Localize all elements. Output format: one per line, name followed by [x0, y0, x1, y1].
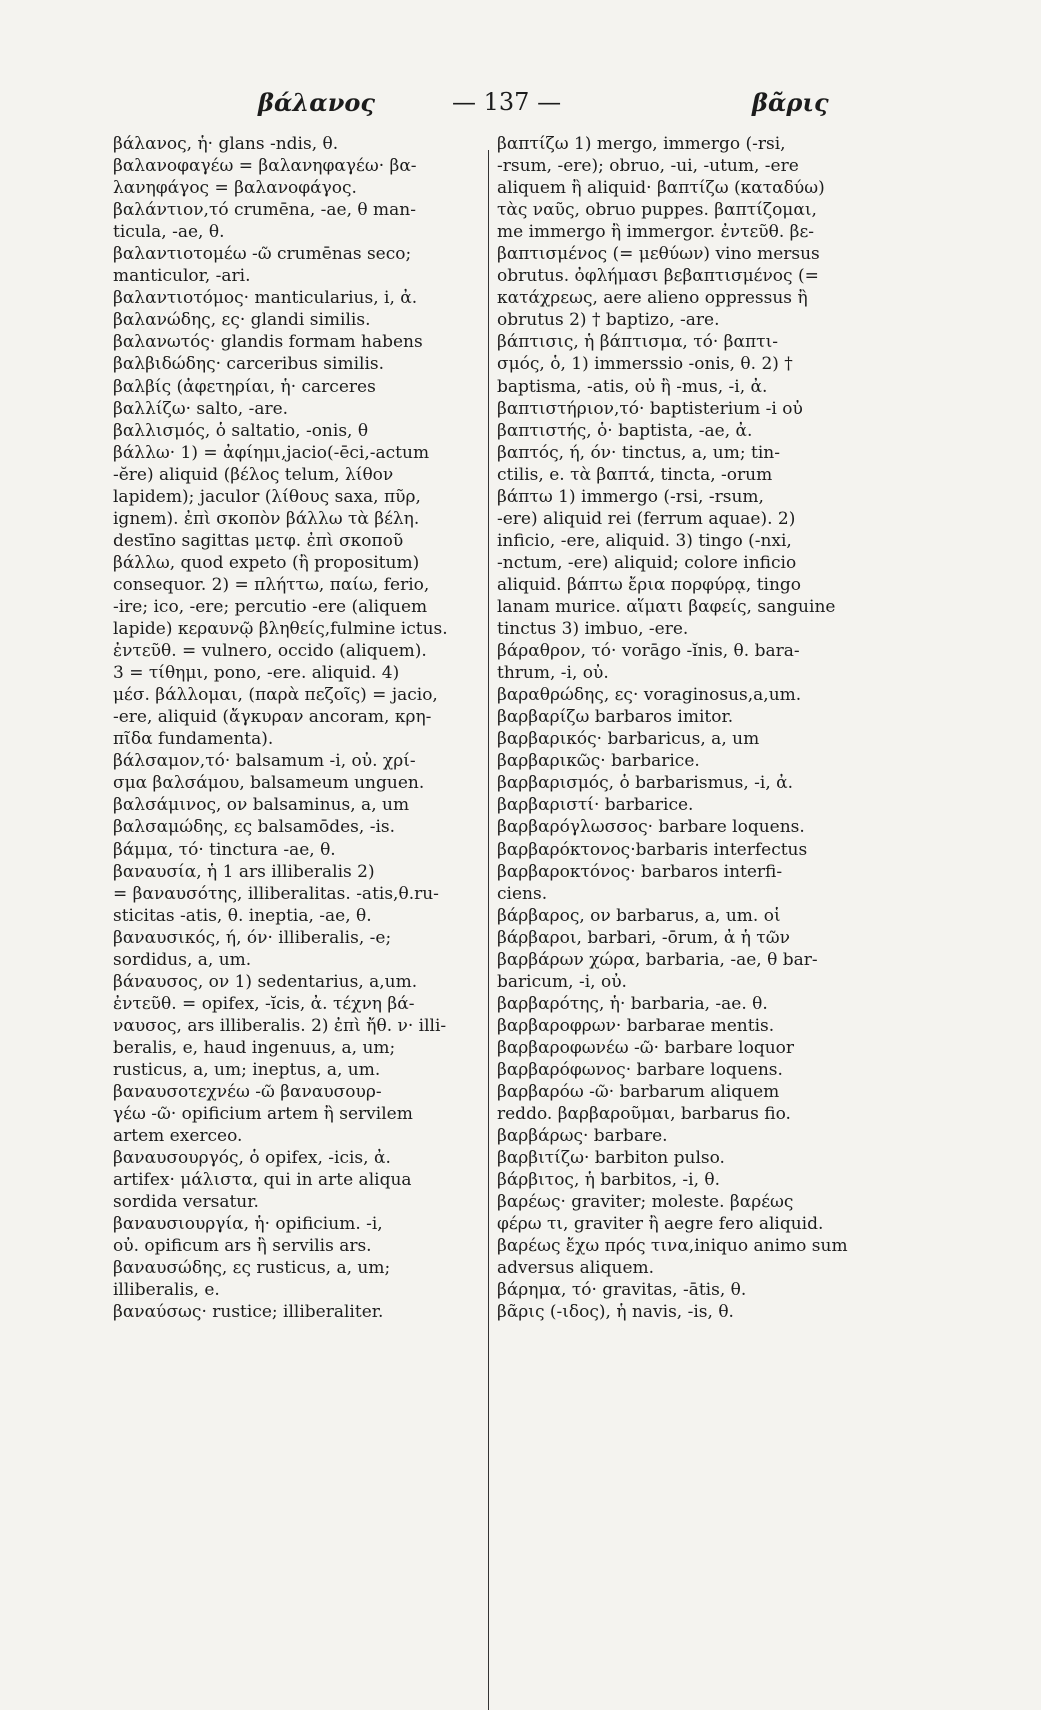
entry-line: inficio, -ere, aliquid. 3) tingo (-nxi,	[497, 530, 792, 551]
left-column	[113, 133, 483, 1324]
entry-line: ἐντεῦθ. = vulnero, occido (aliquem).	[113, 641, 427, 662]
entry-line: βαπτίζω 1) mergo, immergo (-rsi,	[497, 134, 786, 154]
page-header	[0, 78, 1041, 122]
entry-line: βαπτός, ή, όν· tinctus, a, um; tin-	[497, 442, 780, 463]
entry-line: βαπτιστής, ὁ· baptista, -ae, ἀ.	[497, 420, 753, 441]
left-running-headword: βάλανος	[258, 88, 375, 117]
entry-line: = βαναυσότης, illiberalitas. -atis,θ.ru-	[113, 883, 439, 904]
entry-line: βαναυσικός, ή, όν· illiberalis, -e;	[113, 927, 392, 948]
entry-line: βάλλω· 1) = ἀφίημι,jacio(-ēci,-actum	[113, 442, 430, 463]
entry-line: βαραθρώδης, ες· voraginosus,a,um.	[497, 685, 802, 706]
entry-line: σμα βαλσάμου, balsameum unguen.	[113, 773, 425, 794]
entry-line: πῖδα fundamenta).	[113, 729, 274, 750]
entry-line: γέω -ῶ· opificium artem ἢ servilem	[113, 1104, 413, 1125]
entry-line: -ĕre) aliquid (βέλος telum, λίθον	[113, 464, 394, 485]
right-running-headword: βᾶρις	[752, 88, 829, 117]
entry-line: sordida versatur.	[113, 1192, 259, 1213]
entry-line: λανηφάγος = βαλανοφάγος.	[113, 178, 357, 199]
entry-line: artem exerceo.	[113, 1126, 243, 1147]
entry-line: ναυσος, ars illiberalis. 2) ἐπὶ ἤθ. ν· illi-	[113, 1015, 447, 1036]
entry-line: φέρω τι, graviter ἢ aegre fero aliquid.	[497, 1214, 824, 1235]
entry-line: μέσ. βάλλομαι, (παρὰ πεζοῖς) = jacio,	[113, 685, 438, 706]
entry-line: -ere, aliquid (ἄγκυραν ancoram, κρη-	[113, 707, 432, 728]
entry-line: -rsum, -ere); obruo, -ui, -utum, -ere	[497, 156, 799, 177]
entry-line: οὐ. opificum ars ἢ servilis ars.	[113, 1236, 372, 1257]
entry-line: βάπτω 1) immergo (-rsi, -rsum,	[497, 486, 764, 507]
entry-line: βάραθρον, τό· vorāgo -ĭnis, θ. bara-	[497, 641, 800, 662]
entry-line: βαρβαριστί· barbarice.	[497, 795, 694, 816]
entry-line: βάρβαροι, barbari, -ōrum, ἀ ἡ τῶν	[497, 927, 790, 948]
right-column	[497, 133, 877, 1324]
entry-line: βᾶρις (-ιδος), ἡ navis, -is, θ.	[497, 1302, 734, 1323]
entry-line: βαλανοφαγέω = βαλανηφαγέω· βα-	[113, 156, 417, 177]
entry-line: tinctus 3) imbuo, -ere.	[497, 619, 689, 640]
entry-line: illiberalis, e.	[113, 1280, 220, 1301]
entry-line: obrutus. ὀφλήμασι βεβαπτισμένος (=	[497, 266, 819, 287]
entry-line: me immergo ἢ immergor. ἐντεῦθ. βε-	[497, 222, 815, 243]
entry-line: -ire; ico, -ere; percutio -ere (aliquem	[113, 596, 428, 617]
entry-line: artifex· μάλιστα, qui in arte aliqua	[113, 1170, 412, 1191]
entry-line: destīno sagittas μετφ. ἐπὶ σκοποῦ	[113, 530, 404, 551]
entry-line: βάλανος, ἡ· glans -ndis, θ.	[113, 134, 339, 154]
entry-line: sticitas -atis, θ. ineptia, -ae, θ.	[113, 905, 372, 926]
entry-line: βαλσαμώδης, ες balsamōdes, -is.	[113, 817, 396, 838]
entry-line: βαναύσως· rustice; illiberaliter.	[113, 1302, 384, 1323]
entry-line: βαρβαρικός· barbaricus, a, um	[497, 729, 760, 750]
entry-line: beralis, e, haud ingenuus, a, um;	[113, 1037, 396, 1058]
entry-line: consequor. 2) = πλήττω, παίω, ferio,	[113, 574, 430, 595]
entry-line: ciens.	[497, 883, 548, 904]
entry-line: βαρβαροφωνέω -ῶ· barbare loquor	[497, 1037, 795, 1058]
entry-line: βαρβιτίζω· barbiton pulso.	[497, 1148, 725, 1169]
entry-line: -nctum, -ere) aliquid; colore inficio	[497, 552, 797, 573]
entry-line: βάρβαρος, ον barbarus, a, um. οἱ	[497, 905, 781, 926]
entry-line: βαλαντιοτόμος· manticularius, i, ἀ.	[113, 288, 418, 309]
entry-line: βάναυσος, ον 1) sedentarius, a,um.	[113, 971, 418, 992]
entry-line: βαναυσιουργία, ἡ· opificium. -i,	[113, 1214, 383, 1235]
entry-line: lanam murice. αἵματι βαφείς, sanguine	[497, 596, 836, 617]
entry-line: βαρβαρότης, ἡ· barbaria, -ae. θ.	[497, 993, 768, 1014]
entry-line: βαλαντιοτομέω -ῶ crumēnas seco;	[113, 244, 412, 265]
entry-line: βαναυσουργός, ὁ opifex, -icis, ἀ.	[113, 1148, 391, 1169]
entry-line: βαρβαροκτόνος· barbaros interfi-	[497, 861, 783, 882]
entry-line: βαρβαρισμός, ὁ barbarismus, -i, ἀ.	[497, 773, 794, 794]
entry-line: βαρβάρως· barbare.	[497, 1126, 668, 1147]
entry-line: 3 = τίθημι, pono, -ere. aliquid. 4)	[113, 663, 400, 684]
entry-line: lapide) κεραυνῷ βληθείς,fulmine ictus.	[113, 619, 448, 640]
page-number: — 137 —	[452, 88, 562, 116]
entry-line: βαρβαρόκτονος·barbaris interfectus	[497, 839, 808, 860]
entry-line: lapidem); jaculor (λίθους saxa, πῦρ,	[113, 486, 421, 507]
entry-line: ἐντεῦθ. = opifex, -ĭcis, ἀ. τέχνη βά-	[113, 993, 415, 1014]
entry-line: βαρέως ἔχω πρός τινα,iniquo animo sum	[497, 1236, 848, 1257]
entry-line: manticulor, -ari.	[113, 266, 251, 287]
entry-line: ctilis, e. τὰ βαπτά, tincta, -orum	[497, 464, 773, 485]
entry-line: aliquid. βάπτω ἔρια πορφύρᾳ, tingo	[497, 574, 802, 595]
entry-line: rusticus, a, um; ineptus, a, um.	[113, 1059, 381, 1080]
entry-line: βαρβαρικῶς· barbarice.	[497, 751, 700, 772]
entry-line: βαρβαρόω -ῶ· barbarum aliquem	[497, 1082, 780, 1103]
entry-line: obrutus 2) † baptizo, -are.	[497, 310, 720, 331]
entry-line: βάλλω, quod expeto (ἢ propositum)	[113, 552, 420, 573]
entry-line: βάμμα, τό· tinctura -ae, θ.	[113, 839, 336, 860]
entry-line: βαρβαροφρων· barbarae mentis.	[497, 1015, 775, 1036]
entry-line: βαλσάμινος, ον balsaminus, a, um	[113, 795, 410, 816]
entry-line: βάρβιτος, ἡ barbitos, -i, θ.	[497, 1170, 721, 1191]
entry-line: reddo. βαρβαροῦμαι, barbarus fio.	[497, 1104, 791, 1125]
entry-line: βαπτισμένος (= μεθύων) vino mersus	[497, 244, 820, 265]
entry-line: βαρβαρόφωνος· barbare loquens.	[497, 1059, 783, 1080]
entry-line: βαρέως· graviter; moleste. βαρέως	[497, 1192, 794, 1213]
entry-line: κατάχρεως, aere alieno oppressus ἢ	[497, 288, 808, 309]
entry-line: βάλσαμον,τό· balsamum -i, οὐ. χρί-	[113, 751, 416, 772]
entry-line: ignem). ἐπὶ σκοπὸν βάλλω τὰ βέλη.	[113, 508, 420, 529]
entry-line: adversus aliquem.	[497, 1258, 655, 1279]
entry-line: τὰς ναῦς, obruo puppes. βαπτίζομαι,	[497, 200, 817, 221]
entry-line: βάρημα, τό· gravitas, -ātis, θ.	[497, 1280, 747, 1301]
entry-line: βαλανωτός· glandis formam habens	[113, 332, 423, 353]
entry-line: sordidus, a, um.	[113, 949, 252, 970]
entry-line: βαρβαρίζω barbaros imitor.	[497, 707, 734, 728]
entry-line: βαλβίς (ἀφετηρίαι, ἡ· carceres	[113, 376, 376, 397]
entry-line: thrum, -i, οὐ.	[497, 663, 609, 684]
entry-line: βαπτιστήριον,τό· baptisterium -i οὐ	[497, 398, 803, 419]
entry-line: βαλανώδης, ες· glandi similis.	[113, 310, 371, 331]
entry-line: -ere) aliquid rei (ferrum aquae). 2)	[497, 508, 796, 529]
entry-line: βάπτισις, ἡ βάπτισμα, τό· βαπτι-	[497, 332, 778, 353]
entry-line: βαρβαρόγλωσσος· barbare loquens.	[497, 817, 805, 838]
entry-line: βαρβάρων χώρα, barbaria, -ae, θ bar-	[497, 949, 818, 970]
entry-line: σμός, ὁ, 1) immerssio -onis, θ. 2) †	[497, 354, 793, 375]
entry-line: βαλβιδώδης· carceribus similis.	[113, 354, 385, 375]
entry-line: βαναυσοτεχνέω -ῶ βαναυσουρ-	[113, 1082, 382, 1103]
column-divider	[488, 150, 489, 1710]
entry-line: βαλλισμός, ὁ saltatio, -onis, θ	[113, 420, 369, 441]
entry-line: βαλλίζω· salto, -are.	[113, 398, 289, 419]
entry-line: ticula, -ae, θ.	[113, 222, 225, 243]
entry-line: βαναυσώδης, ες rusticus, a, um;	[113, 1258, 391, 1279]
entry-line: baricum, -i, οὐ.	[497, 971, 627, 992]
entry-line: βαναυσία, ἡ 1 ars illiberalis 2)	[113, 861, 375, 882]
entry-line: baptisma, -atis, οὐ ἢ -mus, -i, ἀ.	[497, 376, 768, 397]
entry-line: βαλάντιον,τό crumēna, -ae, θ man-	[113, 200, 416, 221]
entry-line: aliquem ἢ aliquid· βαπτίζω (καταδύω)	[497, 178, 825, 199]
